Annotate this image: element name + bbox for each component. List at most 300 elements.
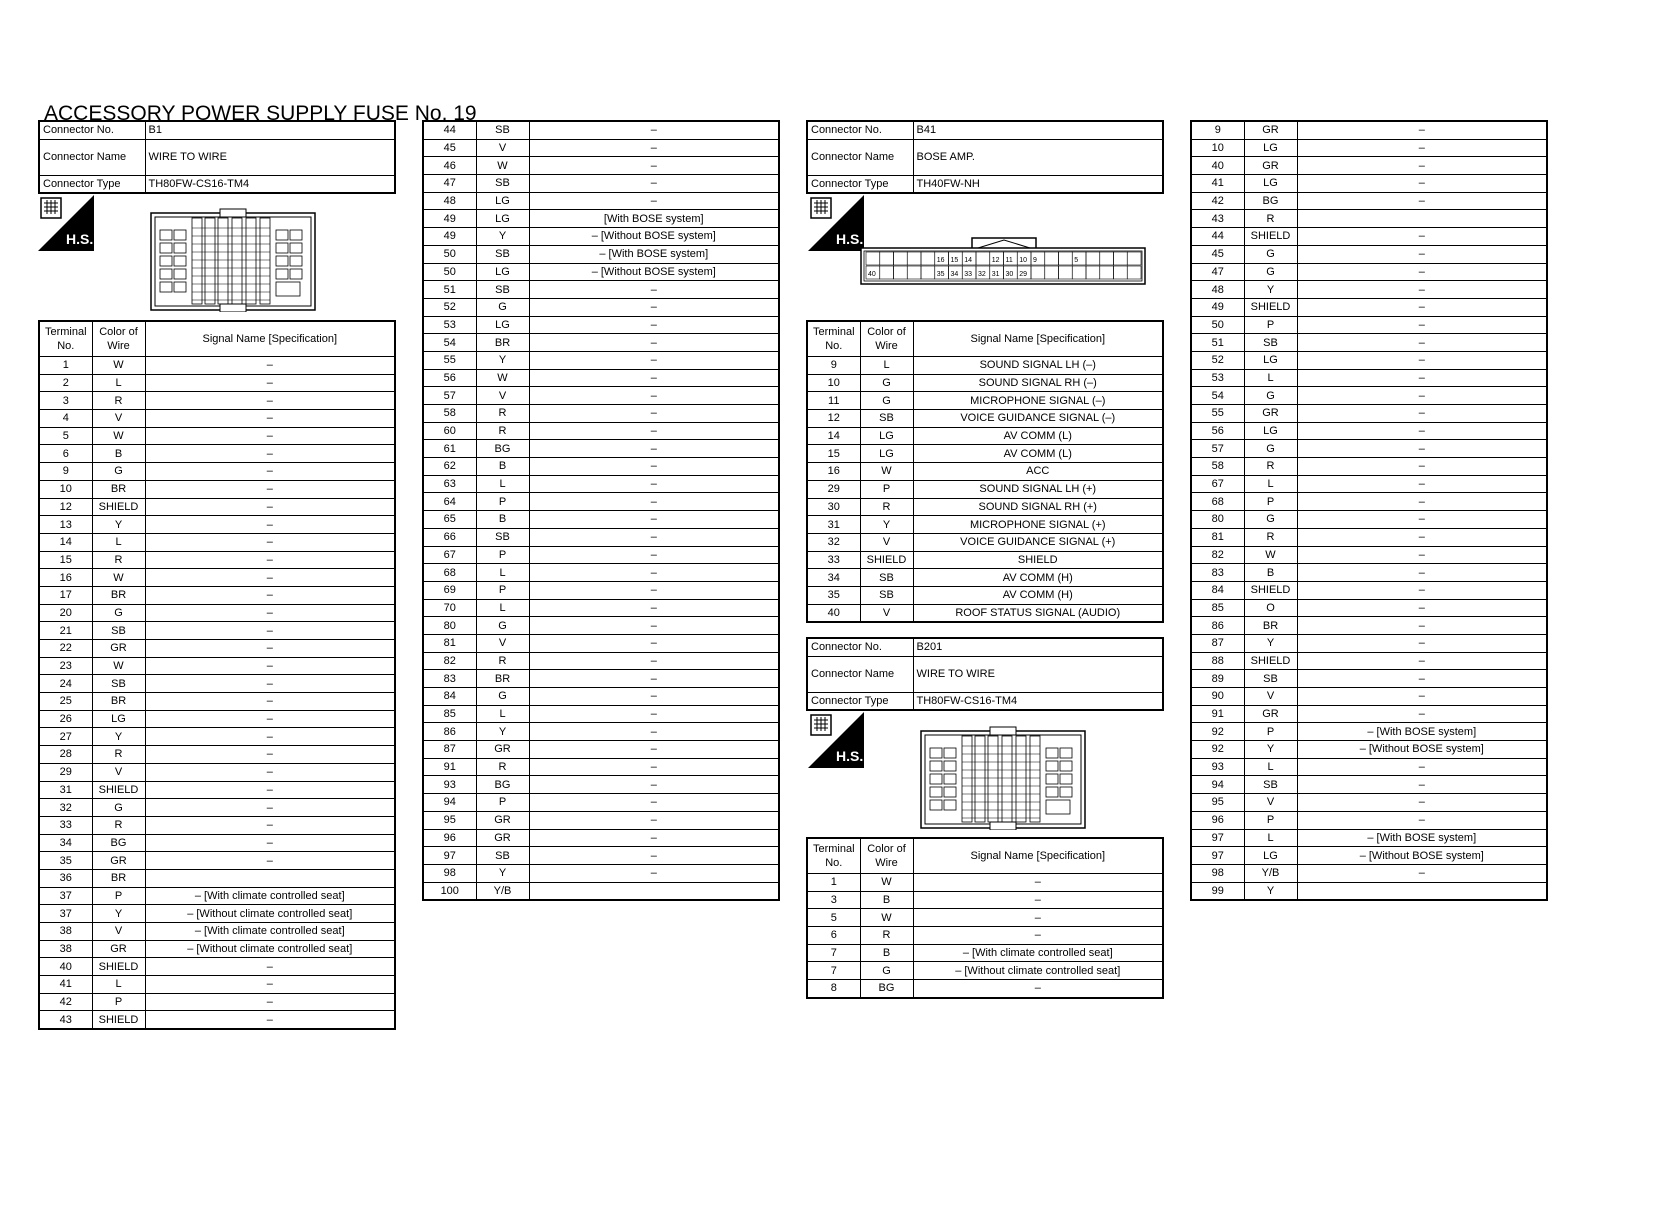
signal-name-cell: –: [529, 723, 779, 741]
connector-b41-info: [806, 120, 1164, 194]
signal-name-cell: –: [1297, 458, 1547, 476]
terminal-no-cell: 55: [1191, 405, 1244, 423]
table-row: [423, 811, 779, 829]
wire-color-cell: Y: [1244, 634, 1297, 652]
wire-color-cell: LG: [1244, 139, 1297, 157]
signal-name-header: Signal Name [Specification]: [145, 321, 395, 357]
connector-no-value: B201: [913, 638, 1163, 656]
wire-color-cell: LG: [476, 316, 529, 334]
table-row: [423, 776, 779, 794]
wire-color-cell: SB: [1244, 670, 1297, 688]
signal-name-cell: –: [145, 427, 395, 445]
wire-color-cell: SHIELD: [860, 551, 913, 569]
terminal-no-cell: 27: [39, 728, 92, 746]
wire-color-cell: BR: [92, 693, 145, 711]
table-row: [1191, 546, 1547, 564]
wire-color-cell: R: [1244, 458, 1297, 476]
signal-name-cell: –: [145, 498, 395, 516]
terminal-number-label: 31: [991, 271, 1000, 278]
wire-color-cell: SB: [860, 410, 913, 428]
signal-name-cell: –: [1297, 369, 1547, 387]
terminal-no-cell: 48: [423, 192, 476, 210]
wire-color-cell: BG: [476, 440, 529, 458]
signal-name-cell: –: [1297, 334, 1547, 352]
signal-name-cell: [145, 869, 395, 887]
signal-name-cell: –: [145, 604, 395, 622]
table-row: [39, 710, 395, 728]
table-row: [807, 357, 1163, 375]
connector-name-label: Connector Name: [807, 656, 913, 692]
table-row: [807, 586, 1163, 604]
signal-name-cell: –: [529, 864, 779, 882]
table-row: [39, 728, 395, 746]
terminal-no-cell: 41: [39, 976, 92, 994]
terminal-no-cell: 29: [807, 480, 860, 498]
signal-name-cell: SHIELD: [913, 551, 1163, 569]
table-row: [39, 675, 395, 693]
terminal-no-cell: 92: [1191, 723, 1244, 741]
terminal-no-cell: 40: [39, 958, 92, 976]
signal-name-cell: –: [529, 298, 779, 316]
table-row: [423, 617, 779, 635]
table-row: [423, 864, 779, 882]
signal-name-cell: –: [145, 374, 395, 392]
table-row: [1191, 387, 1547, 405]
signal-name-cell: –: [145, 657, 395, 675]
table-row: [1191, 829, 1547, 847]
signal-name-header: Signal Name [Specification]: [913, 838, 1163, 874]
wire-color-cell: L: [1244, 758, 1297, 776]
connector-type-label: Connector Type: [39, 175, 145, 193]
terminal-no-cell: 35: [39, 852, 92, 870]
signal-name-cell: –: [1297, 511, 1547, 529]
signal-name-cell: ROOF STATUS SIGNAL (AUDIO): [913, 604, 1163, 622]
connector-b1-info: [38, 120, 396, 194]
terminal-no-cell: 51: [423, 281, 476, 299]
terminal-no-cell: 38: [39, 923, 92, 941]
terminal-no-cell: 85: [423, 705, 476, 723]
harness-side-icon: [38, 195, 94, 251]
terminal-no-cell: 22: [39, 640, 92, 658]
signal-name-cell: –: [145, 746, 395, 764]
terminal-no-cell: 46: [423, 157, 476, 175]
signal-name-cell: –: [529, 546, 779, 564]
wire-color-cell: B: [860, 944, 913, 962]
terminal-no-cell: 89: [1191, 670, 1244, 688]
terminal-no-cell: 15: [39, 551, 92, 569]
wire-color-cell: GR: [92, 852, 145, 870]
wire-color-cell: Y: [1244, 882, 1297, 900]
table-row: [39, 498, 395, 516]
terminal-number-label: 11: [1005, 257, 1013, 264]
table-row: [423, 281, 779, 299]
signal-name-cell: –: [1297, 493, 1547, 511]
wire-color-cell: B: [860, 891, 913, 909]
connector-name-value: WIRE TO WIRE: [913, 656, 1163, 692]
wire-color-cell: W: [476, 157, 529, 175]
wire-color-cell: L: [92, 533, 145, 551]
wire-color-cell: P: [1244, 811, 1297, 829]
wire-color-cell: Y: [1244, 281, 1297, 299]
terminal-no-cell: 28: [39, 746, 92, 764]
table-row: [807, 962, 1163, 980]
signal-name-cell: –: [145, 622, 395, 640]
table-row: [423, 794, 779, 812]
signal-name-cell: –: [145, 410, 395, 428]
signal-name-cell: – [With BOSE system]: [1297, 829, 1547, 847]
wire-color-cell: G: [92, 463, 145, 481]
signal-name-cell: –: [529, 758, 779, 776]
wire-color-cell: LG: [860, 427, 913, 445]
svg-text:H.S.: H.S.: [66, 231, 94, 247]
terminal-no-cell: 44: [1191, 228, 1244, 246]
terminal-no-cell: 16: [39, 569, 92, 587]
terminal-no-cell: 47: [1191, 263, 1244, 281]
wire-color-cell: GR: [1244, 157, 1297, 175]
connector-b201-terminal-table: [806, 837, 1164, 999]
terminal-number-label: 15: [950, 257, 959, 264]
wire-color-cell: SB: [92, 622, 145, 640]
signal-name-cell: –: [145, 392, 395, 410]
wire-color-cell: B: [476, 511, 529, 529]
terminal-no-cell: 24: [39, 675, 92, 693]
table-row: [1191, 776, 1547, 794]
table-row: [1191, 564, 1547, 582]
terminal-no-cell: 62: [423, 458, 476, 476]
wire-color-cell: SB: [1244, 776, 1297, 794]
wire-color-cell: V: [92, 923, 145, 941]
terminal-no-cell: 41: [1191, 175, 1244, 193]
table-row: [423, 599, 779, 617]
table-row: [39, 516, 395, 534]
terminal-no-cell: 50: [423, 263, 476, 281]
table-row: [39, 480, 395, 498]
signal-name-cell: –: [529, 581, 779, 599]
wire-color-cell: P: [476, 581, 529, 599]
connector-b41-face-diagram: [860, 234, 1146, 286]
table-row: [423, 581, 779, 599]
signal-name-cell: –: [1297, 440, 1547, 458]
wire-color-cell: SB: [1244, 334, 1297, 352]
table-row: [1191, 139, 1547, 157]
table-row: [423, 723, 779, 741]
terminal-no-cell: 33: [39, 816, 92, 834]
table-row: [807, 980, 1163, 998]
signal-name-cell: –: [529, 811, 779, 829]
wire-color-cell: W: [1244, 546, 1297, 564]
wire-color-cell: B: [1244, 564, 1297, 582]
table-row: [807, 874, 1163, 892]
terminal-number-label: 40: [868, 271, 876, 278]
signal-name-cell: –: [529, 369, 779, 387]
signal-name-cell: –: [1297, 192, 1547, 210]
wire-color-cell: LG: [1244, 847, 1297, 865]
connector-no-label: Connector No.: [807, 121, 913, 139]
wire-color-cell: G: [860, 392, 913, 410]
signal-name-cell: VOICE GUIDANCE SIGNAL (–): [913, 410, 1163, 428]
terminal-no-cell: 31: [39, 781, 92, 799]
terminal-no-cell: 5: [39, 427, 92, 445]
wire-color-cell: P: [1244, 723, 1297, 741]
signal-name-cell: –: [1297, 475, 1547, 493]
terminal-no-cell: 58: [1191, 458, 1244, 476]
signal-name-cell: –: [913, 891, 1163, 909]
terminal-no-header: Terminal No.: [807, 321, 860, 357]
terminal-no-header: Terminal No.: [807, 838, 860, 874]
wire-color-cell: L: [476, 475, 529, 493]
table-row: [39, 799, 395, 817]
wire-color-cell: SHIELD: [92, 958, 145, 976]
terminal-no-cell: 56: [1191, 422, 1244, 440]
wire-color-cell: R: [476, 758, 529, 776]
signal-name-cell: –: [1297, 298, 1547, 316]
table-row: [807, 909, 1163, 927]
signal-name-cell: –: [1297, 581, 1547, 599]
table-row: [807, 944, 1163, 962]
wire-color-cell: L: [1244, 369, 1297, 387]
terminal-number-label: 34: [950, 271, 959, 278]
terminal-no-cell: 53: [423, 316, 476, 334]
terminal-no-cell: 3: [39, 392, 92, 410]
terminal-no-cell: 57: [1191, 440, 1244, 458]
wire-color-cell: R: [92, 746, 145, 764]
color-of-wire-header: Color of Wire: [92, 321, 145, 357]
terminal-no-cell: 67: [423, 546, 476, 564]
table-row: [807, 498, 1163, 516]
terminal-no-cell: 93: [1191, 758, 1244, 776]
signal-name-cell: –: [529, 281, 779, 299]
wire-color-cell: Y: [476, 228, 529, 246]
terminal-no-cell: 80: [423, 617, 476, 635]
terminal-no-cell: 31: [807, 516, 860, 534]
terminal-no-cell: 14: [39, 533, 92, 551]
table-row: [39, 693, 395, 711]
connector-type-value: TH80FW-CS16-TM4: [913, 692, 1163, 710]
wire-color-cell: BR: [92, 586, 145, 604]
signal-name-cell: –: [529, 440, 779, 458]
table-row: [807, 516, 1163, 534]
table-row: [1191, 758, 1547, 776]
table-row: [807, 551, 1163, 569]
signal-name-cell: –: [1297, 157, 1547, 175]
wire-color-cell: R: [476, 405, 529, 423]
wire-color-cell: V: [476, 387, 529, 405]
wire-color-cell: O: [1244, 599, 1297, 617]
signal-name-cell: –: [1297, 422, 1547, 440]
table-row: [1191, 351, 1547, 369]
table-row: [1191, 688, 1547, 706]
wire-color-cell: G: [860, 962, 913, 980]
signal-name-cell: –: [529, 316, 779, 334]
terminal-no-cell: 100: [423, 882, 476, 900]
wire-color-cell: W: [92, 427, 145, 445]
signal-name-cell: –: [529, 776, 779, 794]
table-row: [1191, 864, 1547, 882]
wire-color-cell: V: [860, 604, 913, 622]
terminal-no-cell: 83: [1191, 564, 1244, 582]
svg-text:H.S.: H.S.: [836, 748, 864, 764]
connector-b41-terminal-table: [806, 320, 1164, 623]
table-row: [39, 905, 395, 923]
table-row: [1191, 245, 1547, 263]
terminal-no-cell: 14: [807, 427, 860, 445]
wire-color-cell: LG: [860, 445, 913, 463]
terminal-no-cell: 84: [423, 688, 476, 706]
table-row: [39, 958, 395, 976]
terminal-no-cell: 57: [423, 387, 476, 405]
table-row: [39, 923, 395, 941]
terminal-no-cell: 34: [39, 834, 92, 852]
terminal-no-cell: 15: [807, 445, 860, 463]
table-row: [39, 551, 395, 569]
terminal-no-cell: 97: [1191, 829, 1244, 847]
connector-no-value: B41: [913, 121, 1163, 139]
table-row: [39, 586, 395, 604]
terminal-number-label: 9: [1033, 257, 1037, 264]
signal-name-cell: –: [529, 139, 779, 157]
terminal-no-cell: 25: [39, 693, 92, 711]
terminal-no-cell: 55: [423, 351, 476, 369]
table-row: [39, 976, 395, 994]
terminal-no-cell: 9: [1191, 121, 1244, 139]
wire-color-cell: R: [1244, 210, 1297, 228]
table-row: [1191, 210, 1547, 228]
signal-name-cell: –: [1297, 688, 1547, 706]
wire-color-cell: L: [476, 599, 529, 617]
table-row: [39, 852, 395, 870]
signal-name-cell: –: [1297, 652, 1547, 670]
signal-name-cell: [1297, 882, 1547, 900]
terminal-no-cell: 66: [423, 528, 476, 546]
signal-name-cell: MICROPHONE SIGNAL (+): [913, 516, 1163, 534]
signal-name-cell: –: [1297, 776, 1547, 794]
wire-color-cell: P: [92, 887, 145, 905]
table-row: [1191, 440, 1547, 458]
table-row: [423, 298, 779, 316]
wire-color-cell: SHIELD: [1244, 652, 1297, 670]
table-row: [39, 781, 395, 799]
table-row: [1191, 794, 1547, 812]
table-row: [423, 139, 779, 157]
table-row: [1191, 475, 1547, 493]
signal-name-cell: AV COMM (L): [913, 427, 1163, 445]
terminal-no-cell: 70: [423, 599, 476, 617]
terminal-number-label: 5: [1074, 257, 1079, 264]
table-row: [1191, 175, 1547, 193]
wire-color-cell: BR: [1244, 617, 1297, 635]
terminal-no-cell: 49: [423, 210, 476, 228]
table-row: [423, 511, 779, 529]
signal-name-cell: –: [529, 175, 779, 193]
signal-name-cell: –: [145, 976, 395, 994]
wire-color-cell: V: [1244, 688, 1297, 706]
terminal-no-cell: 29: [39, 763, 92, 781]
terminal-no-cell: 10: [1191, 139, 1244, 157]
wire-color-cell: BG: [860, 980, 913, 998]
wire-color-cell: LG: [1244, 175, 1297, 193]
table-row: [423, 493, 779, 511]
wire-color-cell: R: [476, 422, 529, 440]
signal-name-cell: –: [145, 763, 395, 781]
wire-color-cell: LG: [476, 263, 529, 281]
table-row: [423, 829, 779, 847]
signal-name-cell: VOICE GUIDANCE SIGNAL (+): [913, 533, 1163, 551]
terminal-no-cell: 99: [1191, 882, 1244, 900]
signal-name-cell: –: [529, 705, 779, 723]
terminal-no-cell: 47: [423, 175, 476, 193]
wire-color-cell: Y: [476, 723, 529, 741]
terminal-number-label: 12: [991, 257, 1000, 264]
terminal-no-cell: 3: [807, 891, 860, 909]
table-row: [423, 121, 779, 139]
signal-name-header: Signal Name [Specification]: [913, 321, 1163, 357]
table-row: [1191, 298, 1547, 316]
terminal-number-label: 29: [1019, 271, 1028, 278]
wire-color-cell: SB: [92, 675, 145, 693]
table-row: [807, 410, 1163, 428]
terminal-no-cell: 12: [807, 410, 860, 428]
wire-color-cell: R: [92, 816, 145, 834]
connector-b201-info: [806, 637, 1164, 711]
connector-b1-terminal-table: [38, 320, 396, 1030]
terminal-no-cell: 32: [807, 533, 860, 551]
wire-color-cell: W: [860, 909, 913, 927]
signal-name-cell: – [With climate controlled seat]: [145, 923, 395, 941]
table-row: [1191, 493, 1547, 511]
wire-color-cell: G: [476, 688, 529, 706]
signal-name-cell: –: [1297, 811, 1547, 829]
signal-name-cell: –: [145, 516, 395, 534]
table-row: [39, 869, 395, 887]
signal-name-cell: –: [1297, 528, 1547, 546]
wire-color-cell: Y: [860, 516, 913, 534]
terminal-no-header: Terminal No.: [39, 321, 92, 357]
terminal-no-cell: 33: [807, 551, 860, 569]
terminal-no-cell: 87: [423, 741, 476, 759]
terminal-no-cell: 94: [1191, 776, 1244, 794]
wire-color-cell: P: [1244, 493, 1297, 511]
connector-name-value: BOSE AMP.: [913, 139, 1163, 175]
signal-name-cell: –: [529, 351, 779, 369]
table-row: [807, 374, 1163, 392]
table-row: [423, 334, 779, 352]
terminal-no-cell: 9: [807, 357, 860, 375]
table-row: [1191, 263, 1547, 281]
wire-color-cell: SB: [860, 586, 913, 604]
wire-color-cell: SHIELD: [92, 498, 145, 516]
signal-name-cell: –: [529, 422, 779, 440]
table-row: [423, 316, 779, 334]
signal-name-cell: –: [529, 121, 779, 139]
signal-name-cell: –: [145, 834, 395, 852]
terminal-no-cell: 26: [39, 710, 92, 728]
table-row: [423, 475, 779, 493]
wire-color-cell: L: [860, 357, 913, 375]
terminal-no-cell: 45: [1191, 245, 1244, 263]
signal-name-cell: – [Without BOSE system]: [529, 228, 779, 246]
wire-color-cell: BR: [476, 670, 529, 688]
table-row: [423, 670, 779, 688]
table-row: [39, 993, 395, 1011]
wire-color-cell: R: [1244, 528, 1297, 546]
connector-no-value: B1: [145, 121, 395, 139]
terminal-no-cell: 64: [423, 493, 476, 511]
table-row: [39, 622, 395, 640]
wire-color-cell: W: [860, 874, 913, 892]
wire-color-cell: G: [1244, 245, 1297, 263]
table-row: [1191, 228, 1547, 246]
wire-color-cell: V: [476, 139, 529, 157]
